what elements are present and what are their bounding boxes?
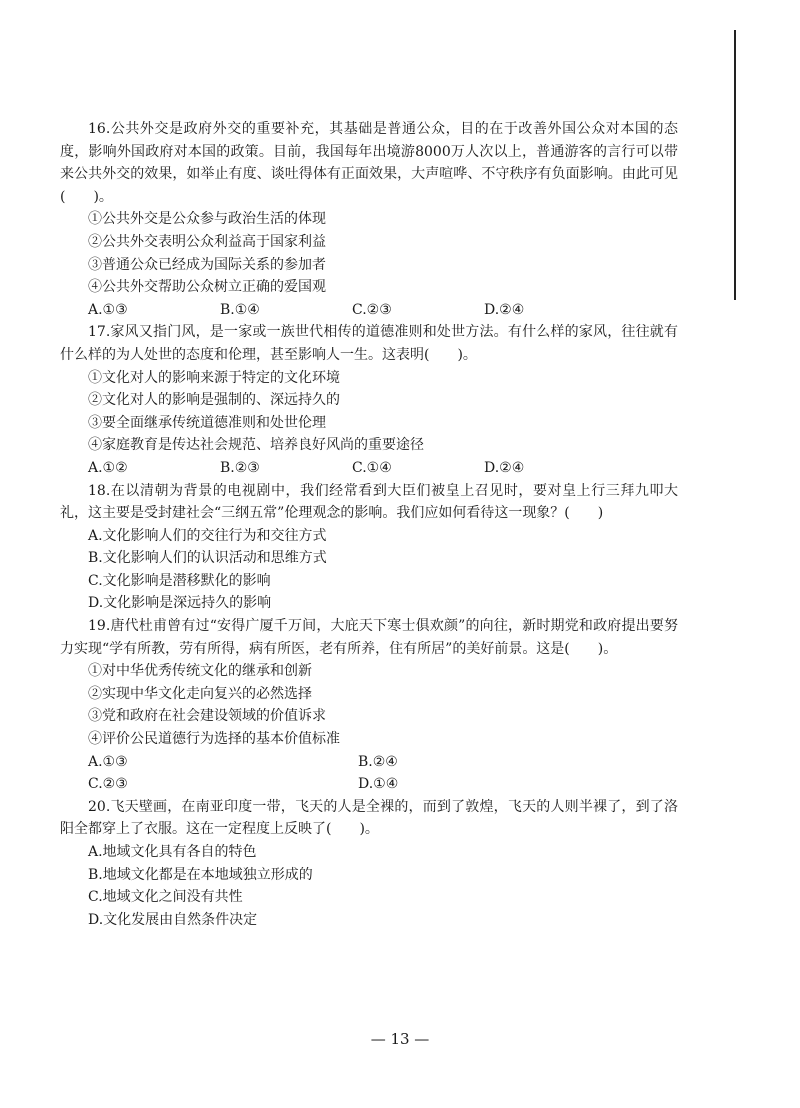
statement-list [60, 208, 678, 298]
choice-option[interactable]: D.文化影响是深远持久的影响 [88, 595, 272, 612]
statement-item: ①公共外交是公众参与政治生活的体现 [88, 211, 326, 228]
choice-option[interactable]: A.①③ [88, 753, 128, 770]
choice-option[interactable]: B.地域文化都是在本地域独立形成的 [88, 866, 313, 883]
choice-option[interactable]: C.文化影响是潜移默化的影响 [88, 572, 271, 589]
statement-item: ②公共外交表明公众利益高于国家利益 [88, 233, 326, 250]
choice-row [60, 299, 678, 322]
question-page [60, 118, 678, 931]
choice-option[interactable]: A.地域文化具有各自的特色 [88, 844, 257, 860]
question-stem: 19.唐代杜甫曾有过“安得广厦千万间，大庇天下寒士俱欢颜”的向往，新时期党和政府提出要努力实现“学有所教，劳有所得，病有所医，老有所养，住有所居”的美好前景。这是( )。 [60, 618, 678, 657]
scan-edge-line [734, 30, 736, 300]
question-16 [60, 118, 678, 321]
statement-item: ③党和政府在社会建设领域的价值诉求 [88, 708, 326, 725]
statement-item: ④公共外交帮助公众树立正确的爱国观 [88, 279, 326, 296]
question-19 [60, 615, 678, 796]
statement-list [60, 660, 678, 750]
question-18 [60, 480, 678, 616]
statement-item: ③要全面继承传统道德准则和处世伦理 [88, 414, 326, 431]
statement-item: ④评价公民道德行为选择的基本价值标准 [88, 731, 340, 748]
statement-list [60, 367, 678, 457]
choice-row [60, 457, 678, 480]
choice-option[interactable]: C.①④ [352, 459, 392, 476]
statement-item: ②文化对人的影响是强制的、深远持久的 [88, 392, 340, 409]
question-stem: 17.家风又指门风，是一家或一族世代相传的道德准则和处世方法。有什么样的家风，往往就有什么样的为人处世的态度和伦理，甚至影响人一生。这表明( )。 [60, 324, 678, 363]
choice-option[interactable]: C.②③ [88, 776, 128, 793]
choice-option[interactable]: A.文化影响人们的交往行为和交往方式 [88, 527, 327, 544]
statement-item: ①对中华优秀传统文化的继承和创新 [88, 663, 312, 680]
choice-option[interactable]: D.②④ [484, 301, 525, 318]
question-17 [60, 321, 678, 479]
statement-item: ③普通公众已经成为国际关系的参加者 [88, 256, 326, 273]
choice-option[interactable]: C.②③ [352, 301, 392, 318]
statement-item: ④家庭教育是传达社会规范、培养良好风尚的重要途径 [88, 437, 424, 454]
choice-option[interactable]: B.②③ [220, 459, 260, 476]
choice-option[interactable]: D.文化发展由自然条件决定 [88, 911, 258, 928]
choice-option[interactable]: B.②④ [358, 753, 398, 770]
choice-option[interactable]: D.①④ [358, 776, 399, 793]
choice-option[interactable]: C.地域文化之间没有共性 [88, 889, 243, 906]
choice-option[interactable]: B.文化影响人们的认识活动和思维方式 [88, 550, 327, 567]
page-number: — 13 — [370, 1030, 430, 1048]
question-stem: 16.公共外交是政府外交的重要补充，其基础是普通公众，目的在于改善外国公众对本国的态度，影响外国政府对本国的政策。目前，我国每年出境游8000万人次以上，普通游客的言行可以带来公共外交的效果，如举止有度、谈吐得体有正面效果，大声喧哗、不守秩序有负面影响。由此可见( )。 [60, 121, 678, 205]
choice-grid [60, 751, 678, 796]
statement-item: ①文化对人的影响来源于特定的文化环境 [88, 369, 340, 386]
choice-option[interactable]: A.①② [88, 459, 128, 476]
choice-option[interactable]: D.②④ [484, 459, 525, 476]
question-20 [60, 796, 678, 932]
choice-list [60, 841, 678, 931]
choice-option[interactable]: A.①③ [88, 301, 128, 318]
choice-option[interactable]: B.①④ [220, 301, 260, 318]
question-stem: 18.在以清朝为背景的电视剧中，我们经常看到大臣们被皇上召见时，要对皇上行三拜九叩大礼，这主要是受封建社会“三纲五常”伦理观念的影响。我们应如何看待这一现象？( ) [60, 482, 678, 522]
question-stem: 20.飞天壁画，在南亚印度一带，飞天的人是全裸的，而到了敦煌，飞天的人则半裸了，到了洛阳全都穿上了衣服。这在一定程度上反映了( )。 [60, 798, 678, 838]
choice-list [60, 525, 678, 615]
statement-item: ②实现中华文化走向复兴的必然选择 [88, 685, 312, 702]
